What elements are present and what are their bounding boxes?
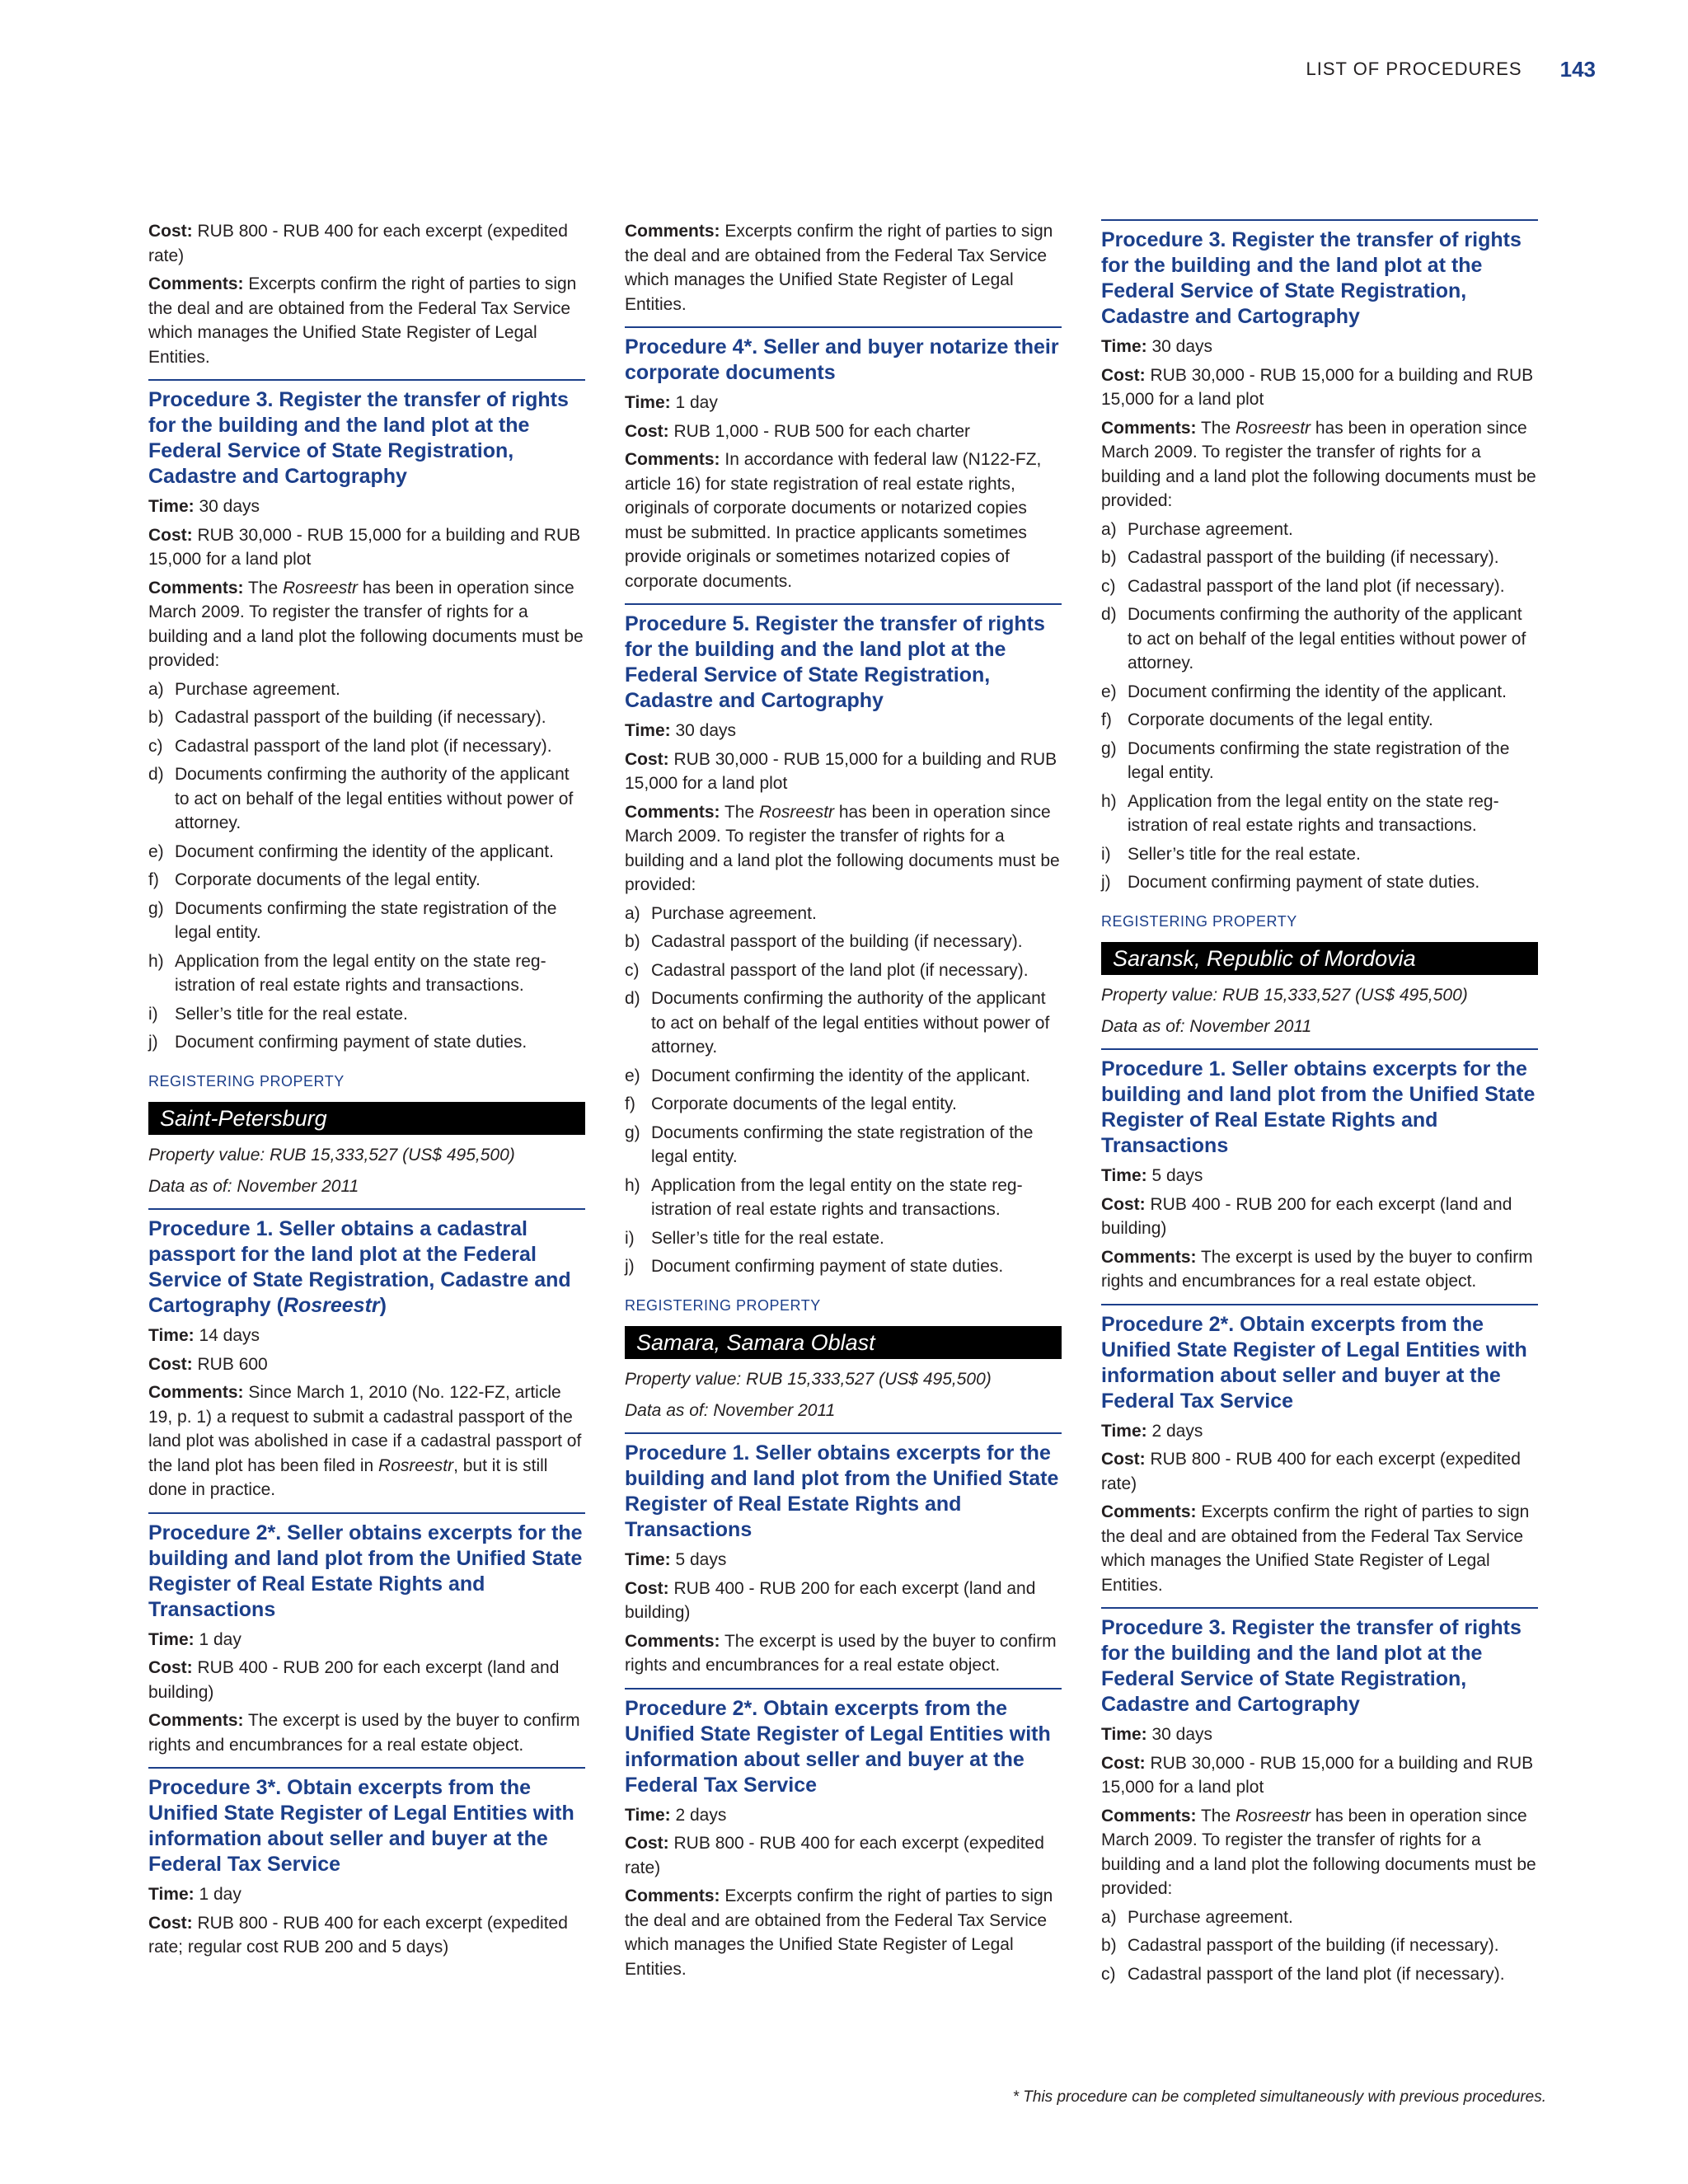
procedure-heading [148, 1512, 585, 1623]
document-list-item [148, 949, 585, 998]
time-label: Time: [625, 1550, 671, 1569]
list-item-text: Cadastral passport of the land plot (if necessary). [175, 736, 552, 756]
comments-text: The excerpt is used by the buyer to confirm rights and encumbrances for a real estate object. [1101, 1247, 1533, 1291]
comments-text-italic: Rosreestr [1236, 418, 1311, 438]
time-line [1101, 1722, 1538, 1747]
document-list-item [625, 1254, 1062, 1279]
comments-text: has been in operation since March 2009. To register the transfer of rights for a building and a land plot the following documents must be provided: [1101, 418, 1536, 510]
procedure-heading [625, 1432, 1062, 1543]
procedure-title-text: Procedure 1. Seller obtains a cadastral passport for the land plot at the Federal Service of State Registration, Cadastre and Cartography ( [148, 1217, 571, 1317]
procedure-heading [1101, 1607, 1538, 1718]
cost-line [148, 1656, 585, 1704]
cost-line [148, 1352, 585, 1377]
comments-line [148, 576, 585, 673]
list-item-text: Documents confirming the authority of the applicant to act on behalf of the legal entities without power of attorney. [651, 989, 1050, 1057]
time-line [625, 391, 1062, 415]
time-line [148, 494, 585, 519]
list-item-text: Documents confirming the state registration of the legal entity. [175, 898, 557, 942]
list-item-text: Corporate documents of the legal entity. [175, 870, 481, 889]
list-marker: h) [148, 951, 164, 971]
document-list-item [625, 1092, 1062, 1117]
document-list [1101, 1905, 1538, 1987]
document-list-item [1101, 790, 1538, 838]
list-marker: i) [1101, 844, 1111, 864]
comments-line [1101, 1245, 1538, 1294]
comments-label: Comments: [1101, 1247, 1197, 1267]
time-value: 1 day [675, 393, 718, 412]
cost-line [1101, 1447, 1538, 1496]
list-item-text: Purchase agreement. [175, 679, 340, 699]
list-item-text: Document confirming the identity of the applicant. [651, 1066, 1030, 1085]
time-line [148, 1882, 585, 1907]
comments-label: Comments: [148, 1383, 244, 1402]
comments-text: The excerpt is used by the buyer to confirm rights and encumbrances for a real estate object. [148, 1711, 580, 1755]
document-list-item [1101, 602, 1538, 676]
procedure-title: Procedure 5. Register the transfer of rights for the building and the land plot at the Federal Service of State Registration, Cadastre and Cartography [625, 612, 1045, 712]
comments-text: , but it is still done in practice. [148, 1455, 548, 1499]
document-list-item [148, 705, 585, 730]
document-list [625, 902, 1062, 1279]
cost-label: Cost: [1101, 365, 1146, 385]
list-marker: g) [625, 1122, 640, 1142]
procedure-heading [625, 1688, 1062, 1798]
time-value: 2 days [1151, 1421, 1203, 1441]
time-value: 30 days [1151, 337, 1213, 356]
cost-line [148, 523, 585, 572]
comments-label: Comments: [625, 1886, 720, 1905]
comments-label: Comments: [625, 222, 720, 241]
document-list-item [1101, 574, 1538, 599]
list-marker: b) [625, 932, 640, 951]
list-item-text: Seller’s title for the real estate. [651, 1228, 884, 1248]
list-marker: b) [148, 708, 164, 727]
comments-label: Comments: [148, 578, 244, 598]
comments-text: has been in operation since March 2009. To register the transfer of rights for a building and a land plot the following documents must be provided: [148, 578, 584, 670]
comments-text: has been in operation since March 2009. To register the transfer of rights for a building and a land plot the following documents must be provided: [1101, 1806, 1536, 1898]
time-label: Time: [625, 393, 671, 412]
document-list-item [1101, 1962, 1538, 1987]
time-value: 5 days [1151, 1166, 1203, 1185]
comments-line [1101, 1804, 1538, 1901]
list-marker: d) [625, 989, 640, 1008]
list-marker: j) [625, 1257, 635, 1276]
document-list-item [625, 987, 1062, 1060]
document-list-item [148, 868, 585, 893]
list-marker: c) [625, 960, 640, 980]
comments-label: Comments: [1101, 418, 1197, 438]
document-list-item [1101, 737, 1538, 785]
city-banner: Saint-Petersburg [148, 1102, 585, 1135]
list-marker: d) [1101, 605, 1117, 624]
list-item-text: Purchase agreement. [1128, 519, 1293, 539]
comments-text: Since March 1, 2010 (No. 122-FZ, article 19, p. 1) a request to submit a cadastral passport of the land plot was abolished in case if a cadastral passport of the land plot has been filed in [148, 1383, 582, 1475]
document-list-item [1101, 546, 1538, 570]
comments-text: Excerpts confirm the right of parties to sign the deal and are obtained from the Federal Tax Service which manages the Unified State Register of Legal Entities. [625, 1886, 1053, 1979]
time-line [1101, 335, 1538, 359]
list-marker: a) [148, 679, 164, 699]
time-label: Time: [625, 721, 671, 740]
procedure-title: Procedure 1. Seller obtains excerpts for the building and land plot from the Unified State Register of Real Estate Rights and Transactions [1101, 1057, 1536, 1157]
procedure-heading [1101, 1304, 1538, 1414]
comments-line [625, 1884, 1062, 1981]
cost-value: RUB 400 - RUB 200 for each excerpt (land and building) [148, 1658, 560, 1702]
time-line [625, 1548, 1062, 1572]
list-marker: f) [1101, 710, 1112, 729]
list-marker: e) [148, 841, 164, 861]
comments-text: In accordance with federal law (N122-FZ, article 16) for state registration of real estate rights, originals of corporate documents or notarized copies must be submitted. In practice applicants sometimes provide originals or sometimes notarized copies of corporate documents. [625, 450, 1042, 591]
cost-value: RUB 800 - RUB 400 for each excerpt (expedited rate) [625, 1834, 1044, 1877]
comments-line [625, 219, 1062, 316]
cost-label: Cost: [148, 1658, 193, 1677]
document-list-item [625, 1226, 1062, 1251]
document-list-item [625, 958, 1062, 983]
property-value: Property value: RUB 15,333,527 (US$ 495,500) [625, 1370, 992, 1389]
procedure-heading [1101, 1048, 1538, 1159]
city-banner: Samara, Samara Oblast [625, 1326, 1062, 1359]
time-line [625, 1803, 1062, 1828]
time-value: 30 days [199, 497, 260, 516]
comments-text-italic: Rosreestr [759, 802, 835, 822]
list-item-text: Application from the legal entity on the state registration of real estate rights and transactions. [1128, 791, 1499, 835]
time-value: 2 days [675, 1805, 727, 1825]
document-list-item [148, 840, 585, 865]
list-item-text: Seller’s title for the real estate. [175, 1004, 408, 1024]
comments-line [1101, 1500, 1538, 1597]
document-list-item [625, 902, 1062, 926]
procedure-heading [625, 603, 1062, 714]
time-label: Time: [148, 497, 195, 516]
list-marker: i) [625, 1228, 635, 1248]
list-marker: c) [1101, 576, 1116, 596]
property-value: Property value: RUB 15,333,527 (US$ 495,500) [1101, 986, 1468, 1005]
cost-value: RUB 30,000 - RUB 15,000 for a building and RUB 15,000 for a land plot [1101, 1753, 1534, 1797]
time-label: Time: [148, 1326, 195, 1345]
data-as-of: Data as of: November 2011 [1101, 1016, 1312, 1036]
document-list [148, 677, 585, 1055]
time-line [148, 1324, 585, 1348]
cost-line [625, 419, 1062, 444]
document-list-item [148, 1002, 585, 1027]
document-list-item [625, 1064, 1062, 1089]
list-item-text: Documents confirming the state registration of the legal entity. [1128, 738, 1510, 782]
list-item-text: Application from the legal entity on the state registration of real estate rights and transactions. [651, 1175, 1023, 1219]
cost-line [1101, 363, 1538, 412]
time-line [1101, 1419, 1538, 1444]
list-item-text: Purchase agreement. [651, 903, 817, 923]
cost-line [625, 748, 1062, 796]
list-item-text: Cadastral passport of the building (if necessary). [1128, 548, 1499, 567]
cost-line [1101, 1751, 1538, 1800]
procedure-title [148, 1216, 585, 1319]
list-item-text: Documents confirming the authority of the applicant to act on behalf of the legal entities without power of attorney. [1128, 605, 1526, 673]
document-list-item [148, 762, 585, 836]
document-list-item [1101, 708, 1538, 733]
time-label: Time: [1101, 1725, 1147, 1744]
comments-label: Comments: [148, 274, 244, 293]
list-item-text: Cadastral passport of the building (if necessary). [175, 708, 546, 727]
document-list-item [1101, 870, 1538, 895]
list-item-text: Document confirming the identity of the applicant. [1128, 682, 1507, 701]
document-list-item [1101, 842, 1538, 867]
list-item-text: Document confirming payment of state duties. [651, 1257, 1004, 1276]
document-list-item [148, 677, 585, 702]
procedure-heading [625, 326, 1062, 386]
cost-line [148, 1911, 585, 1960]
time-value: 14 days [199, 1326, 260, 1345]
cost-line [148, 219, 585, 268]
cost-label: Cost: [1101, 1753, 1146, 1773]
cost-value: RUB 400 - RUB 200 for each excerpt (land and building) [1101, 1194, 1512, 1238]
comments-text: The [1200, 418, 1236, 438]
city-banner: Saransk, Republic of Mordovia [1101, 942, 1538, 975]
list-marker: c) [148, 736, 163, 756]
procedure-heading [148, 1767, 585, 1877]
comments-text-italic: Rosreestr [283, 578, 359, 598]
data-as-of: Data as of: November 2011 [625, 1400, 836, 1420]
list-item-text: Documents confirming the state registration of the legal entity. [651, 1122, 1034, 1166]
section-label: REGISTERING PROPERTY [1101, 912, 1297, 930]
procedure-title: Procedure 3. Register the transfer of rights for the building and the land plot at the Federal Service of State Registration, Cadastre and Cartography [1101, 1616, 1522, 1716]
comments-line [625, 800, 1062, 898]
section-label: REGISTERING PROPERTY [148, 1072, 345, 1090]
comments-line [148, 272, 585, 369]
list-marker: f) [625, 1094, 635, 1113]
list-item-text: Cadastral passport of the building (if necessary). [651, 932, 1023, 951]
section-label: REGISTERING PROPERTY [625, 1296, 821, 1314]
list-marker: g) [1101, 738, 1117, 758]
column-1 [148, 219, 585, 1964]
document-list-item [148, 1030, 585, 1055]
cost-value: RUB 30,000 - RUB 15,000 for a building and RUB 15,000 for a land plot [1101, 365, 1534, 409]
list-marker: e) [625, 1066, 640, 1085]
list-item-text: Seller’s title for the real estate. [1128, 844, 1361, 864]
column-2 [625, 219, 1062, 1985]
time-value: 30 days [1151, 1725, 1213, 1744]
comments-label: Comments: [148, 1711, 244, 1730]
running-header-title: LIST OF PROCEDURES [1306, 59, 1522, 79]
list-item-text: Cadastral passport of the land plot (if necessary). [1128, 576, 1505, 596]
comments-text: The [1200, 1806, 1236, 1825]
cost-line [625, 1577, 1062, 1625]
cost-line [625, 1831, 1062, 1880]
list-marker: j) [148, 1033, 158, 1052]
list-marker: a) [1101, 1907, 1117, 1927]
cost-label: Cost: [148, 222, 193, 241]
comments-label: Comments: [1101, 1502, 1197, 1521]
document-list-item [1101, 680, 1538, 705]
list-item-text: Documents confirming the authority of the applicant to act on behalf of the legal entities without power of attorney. [175, 765, 574, 832]
comments-text-italic: Rosreestr [1236, 1806, 1311, 1825]
time-label: Time: [1101, 337, 1147, 356]
cost-label: Cost: [148, 1354, 193, 1374]
time-label: Time: [148, 1885, 195, 1904]
comments-label: Comments: [625, 802, 720, 822]
comments-text: has been in operation since March 2009. To register the transfer of rights for a building and a land plot the following documents must be provided: [625, 802, 1060, 894]
time-line [148, 1628, 585, 1652]
procedure-title: Procedure 3. Register the transfer of rights for the building and the land plot at the Federal Service of State Registration, Cadastre and Cartography [148, 388, 569, 488]
comments-text: Excerpts confirm the right of parties to sign the deal and are obtained from the Federal Tax Service which manages the Unified State Register of Legal Entities. [1101, 1502, 1530, 1595]
procedure-heading [148, 379, 585, 490]
procedure-heading [148, 1208, 585, 1319]
list-marker: e) [1101, 682, 1117, 701]
cost-value: RUB 30,000 - RUB 15,000 for a building and RUB 15,000 for a land plot [625, 749, 1057, 793]
list-marker: h) [625, 1175, 640, 1195]
page-header [1306, 53, 1596, 86]
time-line [625, 719, 1062, 743]
cost-label: Cost: [625, 1834, 669, 1853]
procedure-heading [1101, 219, 1538, 330]
time-value: 1 day [199, 1885, 241, 1904]
comments-text: The [247, 578, 284, 598]
time-label: Time: [625, 1805, 671, 1825]
list-marker: a) [1101, 519, 1117, 539]
comments-text: Excerpts confirm the right of parties to sign the deal and are obtained from the Federal Tax Service which manages the Unified State Register of Legal Entities. [625, 222, 1053, 314]
document-list-item [1101, 1905, 1538, 1930]
comments-line [148, 1380, 585, 1502]
cost-line [1101, 1193, 1538, 1241]
cost-value: RUB 600 [197, 1354, 268, 1374]
time-value: 30 days [675, 721, 737, 740]
comments-line [1101, 416, 1538, 513]
document-list-item [625, 1174, 1062, 1222]
comments-label: Comments: [625, 450, 720, 469]
document-list-item [625, 930, 1062, 954]
list-marker: d) [148, 765, 164, 784]
comments-line [148, 1708, 585, 1757]
list-marker: a) [625, 903, 640, 923]
list-item-text: Corporate documents of the legal entity. [1128, 710, 1433, 729]
procedure-title: Procedure 3. Register the transfer of rights for the building and the land plot at the Federal Service of State Registration, Cadastre and Cartography [1101, 228, 1522, 328]
list-item-text: Document confirming payment of state duties. [175, 1033, 528, 1052]
list-item-text: Cadastral passport of the land plot (if necessary). [651, 960, 1029, 980]
cost-label: Cost: [148, 1913, 193, 1933]
cost-value: RUB 800 - RUB 400 for each excerpt (expedited rate; regular cost RUB 200 and 5 days) [148, 1913, 568, 1957]
comments-line [625, 448, 1062, 593]
procedure-title: Procedure 3*. Obtain excerpts from the Unified State Register of Legal Entities with information about seller and buyer at the Federal Tax Service [148, 1776, 574, 1876]
procedure-title: Procedure 2*. Obtain excerpts from the Unified State Register of Legal Entities with information about seller and buyer at the Federal Tax Service [625, 1696, 1051, 1797]
procedure-title-end: ) [379, 1294, 387, 1317]
time-value: 5 days [675, 1550, 727, 1569]
comments-label: Comments: [1101, 1806, 1197, 1825]
list-item-text: Purchase agreement. [1128, 1907, 1293, 1927]
procedure-title: Procedure 2*. Obtain excerpts from the Unified State Register of Legal Entities with information about seller and buyer at the Federal Tax Service [1101, 1312, 1527, 1413]
time-value: 1 day [199, 1629, 241, 1649]
procedure-title-italic: Rosreestr [283, 1294, 380, 1317]
document-list-item [148, 734, 585, 759]
property-value: Property value: RUB 15,333,527 (US$ 495,500) [148, 1146, 515, 1165]
comments-text-italic: Rosreestr [378, 1455, 454, 1475]
cost-value: RUB 800 - RUB 400 for each excerpt (expedited rate) [148, 222, 568, 265]
time-label: Time: [1101, 1421, 1147, 1441]
list-item-text: Document confirming payment of state duties. [1128, 873, 1480, 892]
list-marker: f) [148, 870, 159, 889]
column-3 [1101, 219, 1538, 1990]
cost-label: Cost: [1101, 1194, 1146, 1214]
cost-label: Cost: [625, 749, 669, 769]
list-marker: j) [1101, 873, 1111, 892]
comments-text: The excerpt is used by the buyer to confirm rights and encumbrances for a real estate object. [625, 1631, 1057, 1675]
cost-value: RUB 30,000 - RUB 15,000 for a building and RUB 15,000 for a land plot [148, 525, 581, 569]
cost-label: Cost: [1101, 1450, 1146, 1469]
cost-label: Cost: [148, 525, 193, 545]
comments-label: Comments: [625, 1631, 720, 1651]
footnote: * This procedure can be completed simultaneously with previous procedures. [1012, 2088, 1546, 2106]
cost-value: RUB 400 - RUB 200 for each excerpt (land and building) [625, 1578, 1036, 1622]
time-line [1101, 1164, 1538, 1188]
list-marker: i) [148, 1004, 158, 1024]
document-list-item [1101, 1933, 1538, 1958]
comments-line [625, 1629, 1062, 1678]
time-label: Time: [148, 1629, 195, 1649]
page-number: 143 [1559, 56, 1596, 82]
cost-label: Cost: [625, 421, 669, 441]
procedure-title: Procedure 1. Seller obtains excerpts for the building and land plot from the Unified State Register of Real Estate Rights and Transactions [625, 1441, 1059, 1541]
document-list-item [625, 1121, 1062, 1169]
list-item-text: Cadastral passport of the building (if necessary). [1128, 1936, 1499, 1955]
data-as-of: Data as of: November 2011 [148, 1176, 359, 1196]
document-list-item [148, 897, 585, 945]
list-item-text: Cadastral passport of the land plot (if necessary). [1128, 1964, 1505, 1984]
cost-value: RUB 1,000 - RUB 500 for each charter [673, 421, 971, 441]
list-marker: g) [148, 898, 164, 918]
comments-text: The [724, 802, 760, 822]
cost-label: Cost: [625, 1578, 669, 1598]
document-list-item [1101, 518, 1538, 542]
procedure-title: Procedure 4*. Seller and buyer notarize their corporate documents [625, 335, 1059, 384]
list-item-text: Document confirming the identity of the applicant. [175, 841, 554, 861]
list-marker: b) [1101, 1936, 1117, 1955]
comments-text: Excerpts confirm the right of parties to sign the deal and are obtained from the Federal Tax Service which manages the Unified State Register of Legal Entities. [148, 274, 577, 367]
cost-value: RUB 800 - RUB 400 for each excerpt (expedited rate) [1101, 1450, 1521, 1493]
document-list [1101, 518, 1538, 895]
time-label: Time: [1101, 1166, 1147, 1185]
list-marker: h) [1101, 791, 1117, 811]
procedure-title: Procedure 2*. Seller obtains excerpts for the building and land plot from the Unified State Register of Real Estate Rights and Transactions [148, 1521, 583, 1621]
list-marker: c) [1101, 1964, 1116, 1984]
list-item-text: Corporate documents of the legal entity. [651, 1094, 957, 1113]
list-marker: b) [1101, 548, 1117, 567]
list-item-text: Application from the legal entity on the state registration of real estate rights and transactions. [175, 951, 546, 995]
